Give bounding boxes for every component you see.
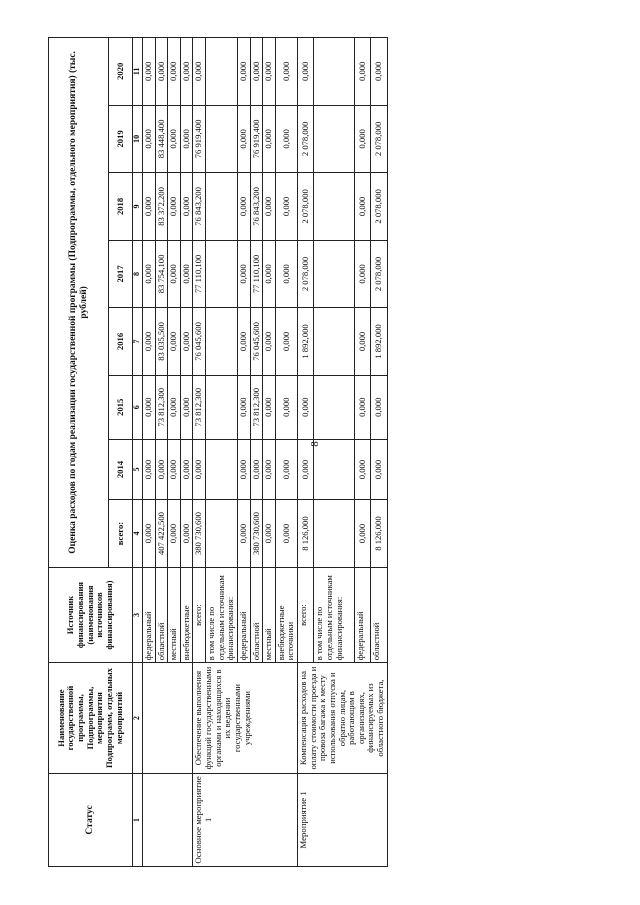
source-cell: федеральный <box>355 567 371 662</box>
value-cell: 0,000 <box>275 439 297 500</box>
column-index: 3 <box>133 567 143 662</box>
value-cell <box>206 500 238 568</box>
value-cell: 0,000 <box>237 173 250 241</box>
value-cell: 380 730,600 <box>193 500 206 568</box>
value-cell: 0,000 <box>180 375 193 439</box>
value-cell: 0,000 <box>180 38 193 106</box>
value-cell: 8 126,000 <box>371 500 387 568</box>
value-cell: 0,000 <box>298 38 314 106</box>
value-cell: 0,000 <box>155 439 168 500</box>
value-cell: 76 919,400 <box>250 105 263 173</box>
header-name: Наименование государственной программы, Подпрограммы, мероприятия Подпрограмм, отдельных мероприятий <box>49 663 133 774</box>
value-cell: 0,000 <box>180 173 193 241</box>
value-cell: 0,000 <box>263 105 276 173</box>
value-cell: 0,000 <box>155 38 168 106</box>
source-cell: местный <box>263 567 276 662</box>
value-cell: 0,000 <box>263 240 276 308</box>
source-cell: внебюджетные <box>180 567 193 662</box>
status-cell: Основное мероприятие 1 <box>193 773 298 866</box>
value-cell: 0,000 <box>355 439 371 500</box>
column-index: 5 <box>133 439 143 500</box>
header-year: 2015 <box>109 375 133 439</box>
value-cell: 0,000 <box>237 105 250 173</box>
column-index: 10 <box>133 105 143 173</box>
source-cell: всего: <box>298 567 314 662</box>
column-index: 11 <box>133 38 143 106</box>
source-cell: областной <box>371 567 387 662</box>
value-cell: 0,000 <box>355 240 371 308</box>
value-cell: 2 078,000 <box>298 105 314 173</box>
value-cell: 2 078,000 <box>298 240 314 308</box>
source-cell: областной <box>250 567 263 662</box>
value-cell: 0,000 <box>298 375 314 439</box>
value-cell: 0,000 <box>250 439 263 500</box>
source-cell: в том числе по отдельным источникам финансирования: <box>314 567 355 662</box>
value-cell: 77 110,100 <box>250 240 263 308</box>
value-cell: 0,000 <box>142 38 155 106</box>
header-status: Статус <box>49 773 133 866</box>
header-source: Источник финансирования (наименования источников финансирования) <box>49 567 133 662</box>
value-cell: 1 892,000 <box>298 308 314 376</box>
value-cell: 0,000 <box>142 439 155 500</box>
value-cell: 1 892,000 <box>371 308 387 376</box>
value-cell: 0,000 <box>168 308 181 376</box>
value-cell: 83 035,500 <box>155 308 168 376</box>
column-index: 2 <box>133 663 143 774</box>
value-cell: 0,000 <box>142 105 155 173</box>
value-cell: 0,000 <box>355 173 371 241</box>
header-total: всего: <box>109 500 133 568</box>
value-cell: 0,000 <box>168 439 181 500</box>
value-cell: 0,000 <box>275 240 297 308</box>
table-row <box>142 38 155 867</box>
source-cell: федеральный <box>142 567 155 662</box>
source-cell: всего: <box>193 567 206 662</box>
value-cell: 0,000 <box>298 439 314 500</box>
column-index: 8 <box>133 240 143 308</box>
value-cell: 0,000 <box>355 38 371 106</box>
value-cell: 0,000 <box>250 38 263 106</box>
value-cell: 0,000 <box>263 500 276 568</box>
value-cell <box>314 375 355 439</box>
value-cell: 0,000 <box>168 173 181 241</box>
value-cell <box>206 439 238 500</box>
value-cell: 0,000 <box>237 375 250 439</box>
value-cell: 0,000 <box>237 38 250 106</box>
header-year: 2019 <box>109 105 133 173</box>
value-cell: 0,000 <box>180 500 193 568</box>
page-number: 8 <box>308 441 321 447</box>
name-cell: Обеспечение выполнения функций государственными органами и находящихся в их ведении государственными учреждениями <box>193 663 298 774</box>
value-cell: 0,000 <box>275 308 297 376</box>
value-cell: 0,000 <box>355 308 371 376</box>
name-cell: Компенсация расходов на оплату стоимости проезда и провоза багажа к месту использования отпуска и обратно лицам, работающим в организациях, финансируемых из областного бюджета, <box>298 663 388 774</box>
value-cell: 0,000 <box>275 500 297 568</box>
column-index: 9 <box>133 173 143 241</box>
header-year: 2017 <box>109 240 133 308</box>
value-cell: 0,000 <box>237 308 250 376</box>
source-cell: местный <box>168 567 181 662</box>
value-cell <box>206 308 238 376</box>
value-cell: 0,000 <box>142 308 155 376</box>
value-cell <box>206 38 238 106</box>
value-cell: 0,000 <box>168 375 181 439</box>
value-cell <box>206 173 238 241</box>
column-index: 4 <box>133 500 143 568</box>
value-cell <box>206 240 238 308</box>
header-estimate: Оценка расходов по годам реализации государственной программы (Подпрограммы, отдельного мероприятия) (тыс. рублей) <box>49 38 109 568</box>
value-cell <box>314 308 355 376</box>
value-cell: 0,000 <box>168 500 181 568</box>
header-year: 2020 <box>109 38 133 106</box>
source-cell: внебюджетные источники <box>275 567 297 662</box>
table-row <box>298 38 314 867</box>
column-index: 1 <box>133 773 143 866</box>
value-cell: 0,000 <box>180 308 193 376</box>
header-year: 2014 <box>109 439 133 500</box>
value-cell <box>314 439 355 500</box>
value-cell: 0,000 <box>193 439 206 500</box>
value-cell <box>314 173 355 241</box>
column-index-row <box>133 38 143 867</box>
value-cell: 0,000 <box>168 105 181 173</box>
value-cell <box>206 375 238 439</box>
value-cell: 2 078,000 <box>371 240 387 308</box>
value-cell: 0,000 <box>371 38 387 106</box>
value-cell <box>314 105 355 173</box>
source-cell: в том числе по отдельным источникам финансирования: <box>206 567 238 662</box>
header-year: 2016 <box>109 308 133 376</box>
value-cell: 83 372,200 <box>155 173 168 241</box>
value-cell: 2 078,000 <box>371 105 387 173</box>
value-cell: 0,000 <box>142 375 155 439</box>
value-cell: 2 078,000 <box>371 173 387 241</box>
value-cell: 73 812,300 <box>250 375 263 439</box>
value-cell <box>314 38 355 106</box>
value-cell: 0,000 <box>263 439 276 500</box>
value-cell: 83 448,400 <box>155 105 168 173</box>
value-cell: 0,000 <box>355 375 371 439</box>
column-index: 6 <box>133 375 143 439</box>
value-cell: 0,000 <box>263 38 276 106</box>
value-cell: 0,000 <box>371 439 387 500</box>
value-cell: 380 730,600 <box>250 500 263 568</box>
table-row <box>193 38 206 867</box>
source-cell: областной <box>155 567 168 662</box>
value-cell: 76 843,200 <box>193 173 206 241</box>
value-cell: 0,000 <box>193 38 206 106</box>
value-cell: 0,000 <box>142 173 155 241</box>
value-cell: 0,000 <box>237 240 250 308</box>
value-cell: 0,000 <box>237 500 250 568</box>
value-cell: 0,000 <box>180 240 193 308</box>
value-cell: 2 078,000 <box>298 173 314 241</box>
value-cell: 0,000 <box>168 240 181 308</box>
value-cell: 0,000 <box>355 105 371 173</box>
value-cell: 76 919,400 <box>193 105 206 173</box>
value-cell: 407 422,500 <box>155 500 168 568</box>
funding-table <box>48 37 388 867</box>
value-cell: 0,000 <box>355 500 371 568</box>
status-cell: Мероприятие 1 <box>298 773 388 866</box>
value-cell: 8 126,000 <box>298 500 314 568</box>
value-cell: 0,000 <box>371 375 387 439</box>
value-cell: 76 843,200 <box>250 173 263 241</box>
value-cell <box>314 500 355 568</box>
source-cell: федеральный <box>237 567 250 662</box>
value-cell <box>206 105 238 173</box>
value-cell: 77 110,100 <box>193 240 206 308</box>
value-cell: 76 045,600 <box>193 308 206 376</box>
value-cell: 0,000 <box>237 439 250 500</box>
header-year: 2018 <box>109 173 133 241</box>
value-cell: 0,000 <box>180 439 193 500</box>
value-cell: 76 045,600 <box>250 308 263 376</box>
value-cell: 0,000 <box>275 375 297 439</box>
value-cell: 0,000 <box>263 173 276 241</box>
value-cell: 0,000 <box>275 38 297 106</box>
value-cell: 73 812,300 <box>193 375 206 439</box>
value-cell: 0,000 <box>263 375 276 439</box>
rotated-table-sheet <box>48 37 618 867</box>
value-cell: 0,000 <box>263 308 276 376</box>
value-cell: 73 812,300 <box>155 375 168 439</box>
value-cell: 0,000 <box>142 500 155 568</box>
value-cell <box>314 240 355 308</box>
value-cell: 83 754,100 <box>155 240 168 308</box>
status-cell <box>142 773 193 866</box>
value-cell: 0,000 <box>142 240 155 308</box>
column-index: 7 <box>133 308 143 376</box>
value-cell: 0,000 <box>168 38 181 106</box>
value-cell: 0,000 <box>275 105 297 173</box>
name-cell <box>142 663 193 774</box>
value-cell: 0,000 <box>180 105 193 173</box>
value-cell: 0,000 <box>275 173 297 241</box>
